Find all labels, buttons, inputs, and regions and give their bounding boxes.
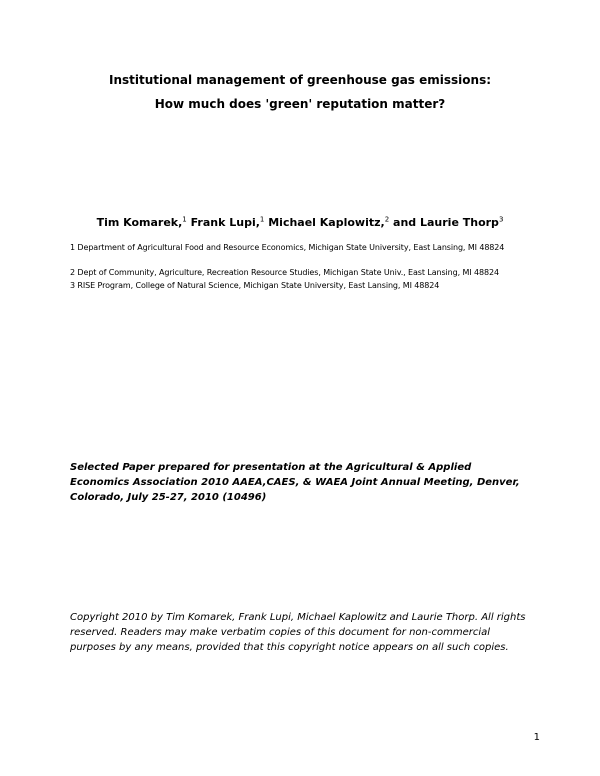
author-name: and Laurie Thorp	[393, 216, 499, 229]
affiliation-mark: 2	[384, 215, 390, 224]
author-name: Michael Kaplowitz,	[268, 216, 385, 229]
copyright-notice: Copyright 2010 by Tim Komarek, Frank Lupi, Michael Kaplowitz and Laurie Thorp. All rights reserved. Readers may make verbatim copies of this document for non-commercial purposes by any means, provided that this copyright notice appears on all such copies.	[70, 612, 526, 653]
affiliation-2: 2 Dept of Community, Agriculture, Recreation Resource Studies, Michigan State Univ., East Lansing, MI 48824	[70, 268, 499, 277]
selected-paper-note: Selected Paper prepared for presentation at the Agricultural & Applied Economics Association 2010 AAEA,CAES, & WAEA Joint Annual Meeting, Denver, Colorado, July 25-27, 2010 (10496)	[70, 462, 520, 503]
author-list	[0, 216, 600, 230]
affiliation-3: 3 RISE Program, College of Natural Science, Michigan State University, East Lansing, MI 48824	[70, 281, 440, 290]
paper-title-line-2: How much does 'green' reputation matter?	[154, 97, 446, 111]
author-name: Frank Lupi,	[190, 216, 260, 229]
affiliation-mark: 1	[259, 215, 265, 224]
page-number: 1	[533, 732, 540, 743]
paper-title-line-1: Institutional management of greenhouse gas emissions:	[108, 73, 492, 87]
affiliation-mark: 3	[498, 215, 504, 224]
affiliation-mark: 1	[182, 215, 187, 224]
author-name: Tim Komarek,	[96, 216, 183, 229]
affiliation-1: 1 Department of Agricultural Food and Resource Economics, Michigan State University, East Lansing, MI 48824	[70, 243, 505, 252]
